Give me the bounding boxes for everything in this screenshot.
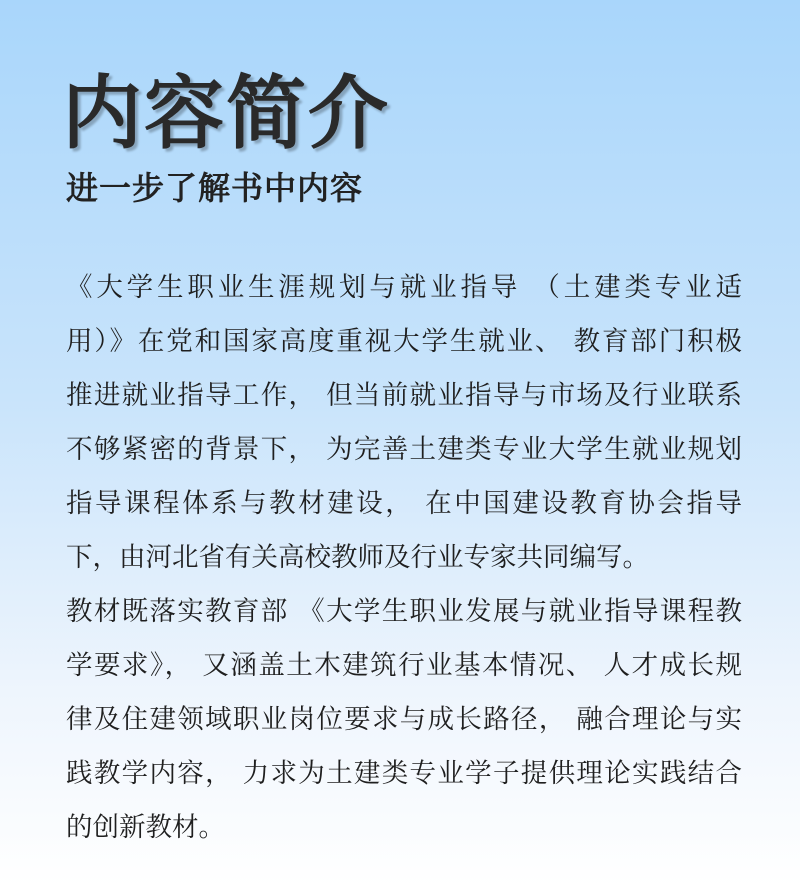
text-line: 践教学内容， 力求为土建类专业学子提供理论实践结合	[66, 758, 742, 789]
text-line: 学要求》， 又涵盖土木建筑行业基本情况、 人才成长规	[66, 650, 742, 681]
text-line: 的创新教材。	[66, 812, 225, 843]
text-line: 用）》在党和国家高度重视大学生就业、 教育部门积极	[66, 326, 742, 357]
text-line: 《大学生职业生涯规划与就业指导 （土建类专业适	[66, 272, 742, 303]
intro-text	[66, 261, 742, 855]
text-line: 指导课程体系与教材建设， 在中国建设教育协会指导	[66, 488, 742, 519]
page-subtitle: 进一步了解书中内容	[66, 169, 364, 207]
text-line: 不够紧密的背景下， 为完善土建类专业大学生就业规划	[66, 434, 742, 465]
text-line: 下，由河北省有关高校教师及行业专家共同编写。	[66, 542, 649, 573]
text-line: 教材既落实教育部 《大学生职业发展与就业指导课程教	[66, 596, 742, 627]
page-title: 内容简介	[62, 67, 390, 160]
text-line: 推进就业指导工作， 但当前就业指导与市场及行业联系	[66, 380, 742, 411]
text-line: 律及住建领域职业岗位要求与成长路径， 融合理论与实	[66, 704, 742, 735]
